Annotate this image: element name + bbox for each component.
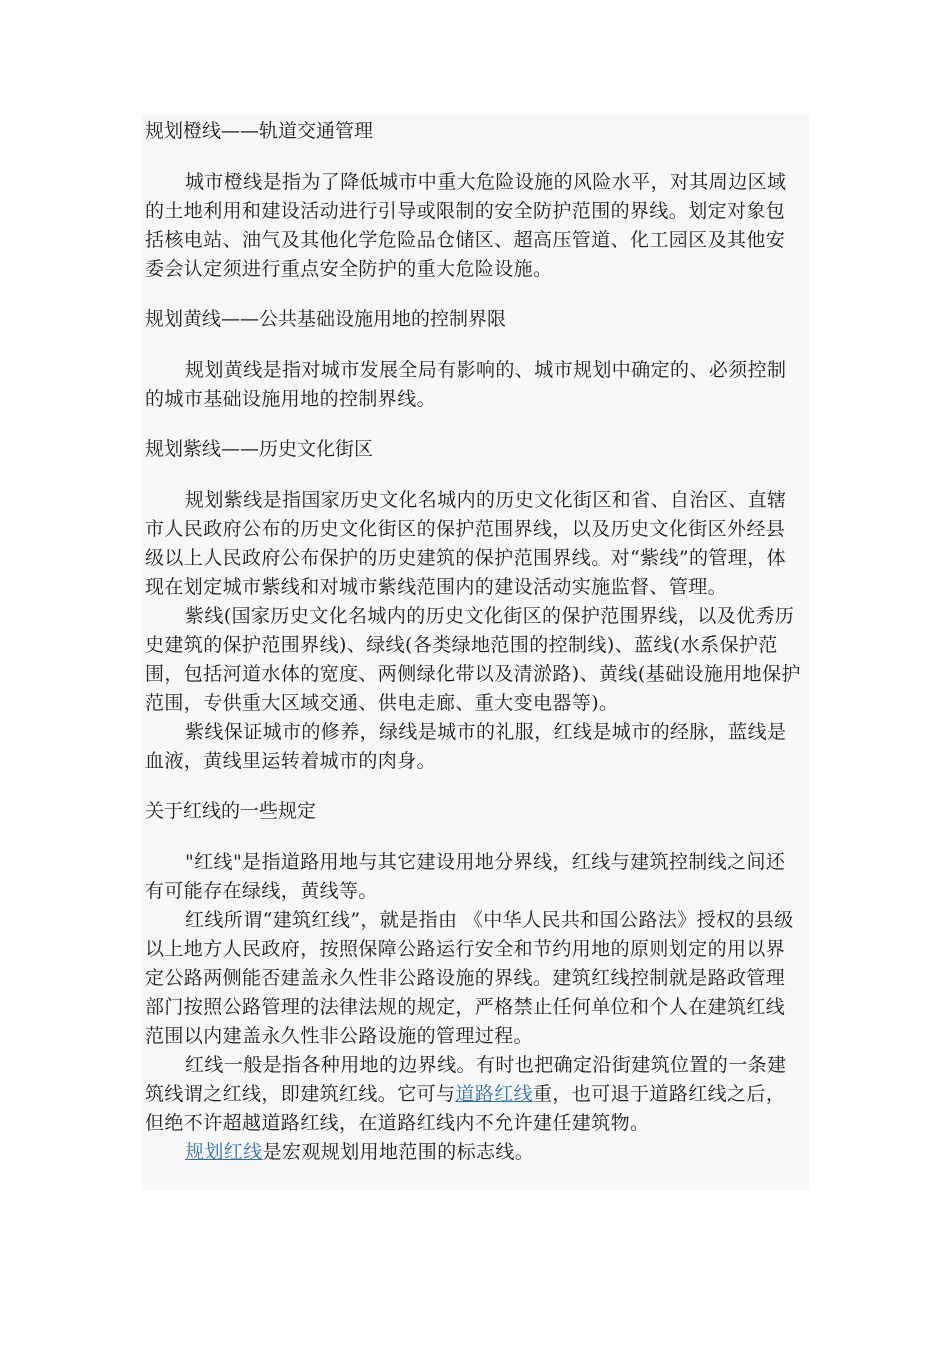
paragraph-red-4-text: 是宏观规划用地范围的标志线。 [262, 1141, 535, 1163]
section-heading-red: 关于红线的一些规定 [145, 800, 317, 822]
paragraph-red-3-text-before: 红线一般是指各种用地的边界线。有时也把确定沿街建筑位置的一条建筑线谓之红线，即建筑红线。它可与 [145, 1054, 787, 1105]
paragraph-purple-1: 规划紫线是指国家历史文化名城内的历史文化街区和省、自治区、直辖市人民政府公布的历史文化街区的保护范围界线，以及历史文化街区外经县级以上人民政府公布保护的历史建筑的保护范围界线。对“紫线”的管理，体现在划定城市紫线和对城市紫线范围内的建设活动实施监督、管理。 [145, 489, 787, 598]
paragraph-red-3 [145, 1051, 803, 1138]
section-heading-yellow: 规划黄线——公共基础设施用地的控制界限 [145, 308, 507, 330]
paragraph-orange-1: 城市橙线是指为了降低城市中重大危险设施的风险水平，对其周边区域的土地利用和建设活动进行引导或限制的安全防护范围的界线。划定对象包括核电站、油气及其他化学危险品仓储区、超高压管道、化工园区及其他安委会认定须进行重点安全防护的重大危险设施。 [145, 171, 787, 280]
paragraph-purple-3: 紫线保证城市的修养，绿线是城市的礼服，红线是城市的经脉，蓝线是血液，黄线里运转着城市的肉身。 [145, 721, 787, 772]
paragraph-red-3-text-after: 重，也可退于道路红线之后，但绝不许超越道路红线，在道路红线内不允许建任建筑物。 [145, 1083, 786, 1134]
road-red-line-link[interactable]: 道路红线 [455, 1083, 534, 1105]
paragraph-purple-2: 紫线(国家历史文化名城内的历史文化街区的保护范围界线，以及优秀历史建筑的保护范围界线)、绿线(各类绿地范围的控制线)、蓝线(水系保护范围，包括河道水体的宽度、两侧绿化带以及清淤路)、黄线(基础设施用地保护范围，专供重大区域交通、供电走廊、重大变电器等)。 [145, 605, 801, 714]
section-heading-orange: 规划橙线——轨道交通管理 [145, 120, 374, 142]
paragraph-red-4 [145, 1138, 803, 1167]
section-heading-purple: 规划紫线——历史文化街区 [145, 438, 374, 460]
paragraph-yellow-1: 规划黄线是指对城市发展全局有影响的、城市规划中确定的、必须控制的城市基础设施用地的控制界线。 [145, 359, 787, 410]
planning-red-line-link[interactable]: 规划红线 [185, 1141, 263, 1163]
paragraph-red-2: 红线所谓“建筑红线”，就是指由 《中华人民共和国公路法》授权的县级以上地方人民政府，按照保障公路运行安全和节约用地的原则划定的用以界定公路两侧能否建盖永久性非公路设施的界线。建筑红线控制就是路政管理部门按照公路管理的法律法规的规定，严格禁止任何单位和个人在建筑红线范围以内建盖永久性非公路设施的管理过程。 [145, 909, 794, 1047]
document-body [142, 115, 809, 1191]
paragraph-red-1: "红线"是指道路用地与其它建设用地分界线，红线与建筑控制线之间还有可能存在绿线，黄线等。 [145, 851, 786, 902]
